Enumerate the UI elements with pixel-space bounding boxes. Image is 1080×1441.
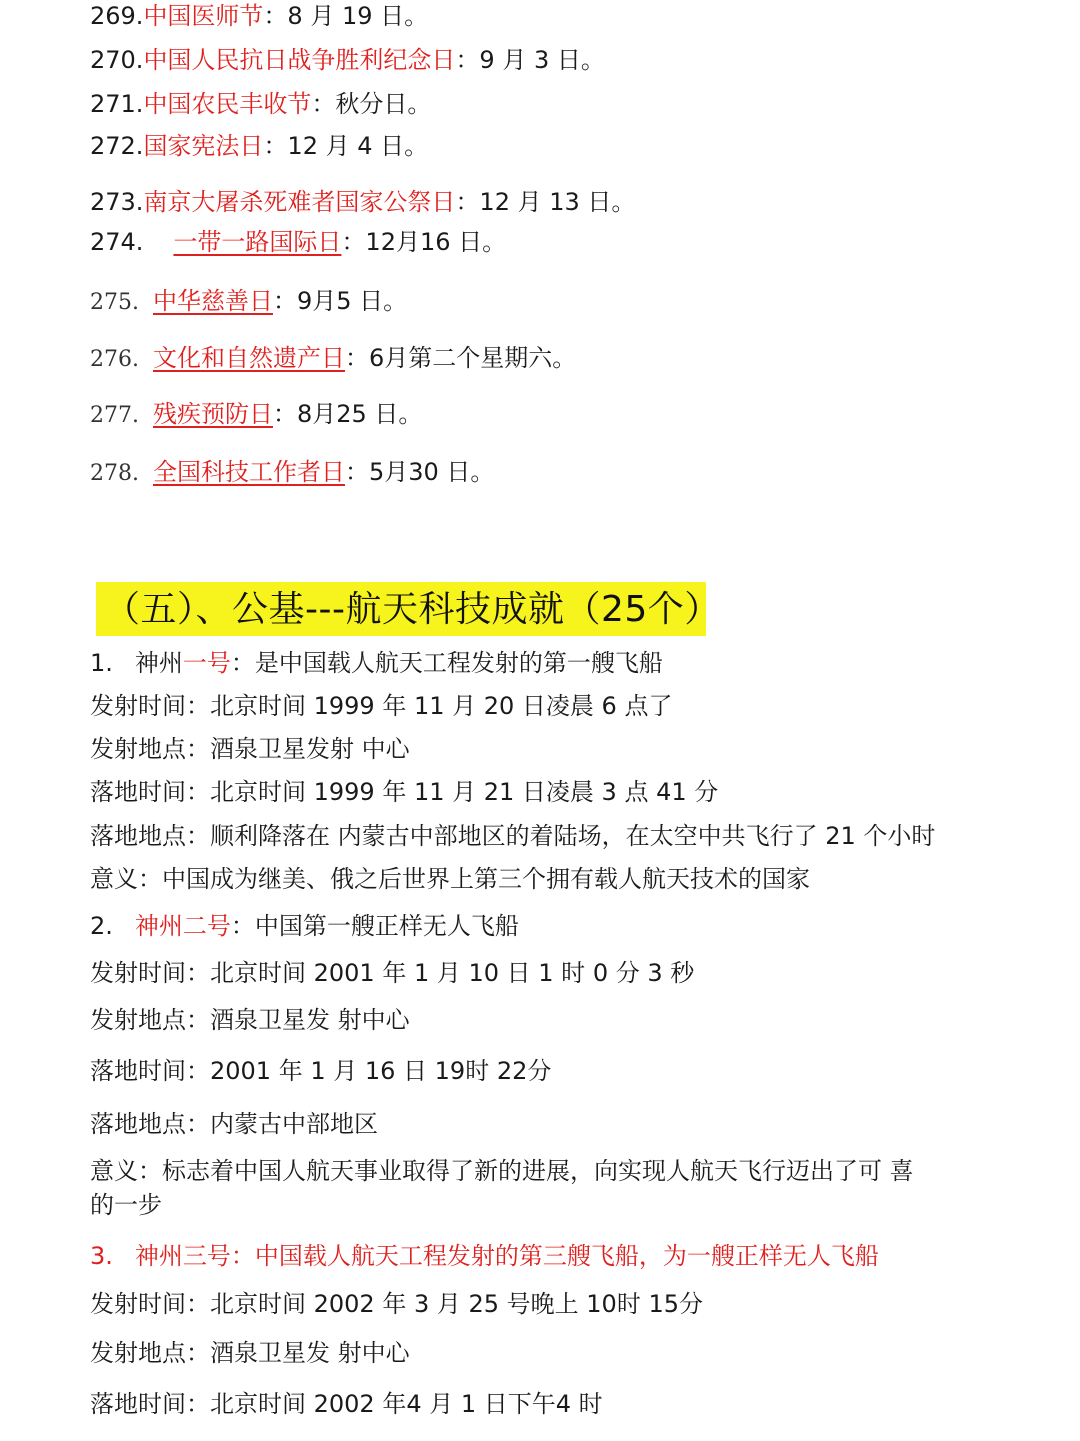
- item-number: 1.: [90, 649, 113, 677]
- holiday-name: 中国农民丰收节: [143, 90, 312, 118]
- spacecraft-name: 神州二号: [134, 912, 231, 940]
- holiday-date: ：5月30 日。: [344, 458, 495, 486]
- holiday-date: ：秋分日。: [311, 90, 432, 118]
- holiday-date: ：12 月 4 日。: [263, 132, 429, 160]
- item-number: 3.: [90, 1242, 113, 1270]
- spacecraft-title: 神州三号：中国载人航天工程发射的第三艘飞船，为一艘正样无人飞船: [134, 1242, 879, 1270]
- holiday-name: 南京大屠杀死难者国家公祭日: [143, 188, 456, 216]
- spacecraft-name-highlight: 一号: [182, 649, 231, 677]
- holiday-name: 中国医师节: [143, 2, 264, 30]
- shenzhou2-meaning-line1: 意义：标志着中国人航天事业取得了新的进展，向实现人航天飞行迈出了可 喜: [90, 1157, 914, 1185]
- shenzhou3-launch-site: 发射地点：酒泉卫星发 射中心: [90, 1339, 410, 1367]
- holiday-date: ：8 月 19 日。: [263, 2, 429, 30]
- shenzhou1-landing-time: 落地时间：北京时间 1999 年 11 月 21 日凌晨 3 点 41 分: [90, 778, 719, 806]
- holiday-name: 国家宪法日: [143, 132, 264, 160]
- shenzhou1-meaning: 意义：中国成为继美、俄之后世界上第三个拥有载人航天技术的国家: [90, 865, 810, 893]
- section-heading: （五）、公基---航天科技成就（25个）: [104, 589, 721, 630]
- shenzhou1-launch-time: 发射时间：北京时间 1999 年 11 月 20 日凌晨 6 点了: [90, 692, 673, 720]
- list-item: [90, 186, 635, 218]
- holiday-name: 一带一路国际日: [173, 228, 342, 256]
- item-number: 277.: [90, 403, 139, 428]
- item-number: 276.: [90, 347, 139, 372]
- list-item: [90, 130, 428, 162]
- holiday-date: ：12月16 日。: [341, 228, 507, 256]
- holiday-date: ：9 月 3 日。: [455, 46, 605, 74]
- list-item: [90, 0, 428, 32]
- holiday-name: 文化和自然遗产日: [152, 344, 345, 372]
- list-item: [90, 88, 431, 120]
- shenzhou2-meaning-line2: 的一步: [90, 1191, 162, 1219]
- shenzhou2-landing-time: 落地时间：2001 年 1 月 16 日 19时 22分: [90, 1057, 552, 1085]
- item-number: 2.: [90, 912, 113, 940]
- list-item: [90, 44, 605, 76]
- shenzhou3-title: [90, 1240, 879, 1272]
- item-number: 273.: [90, 188, 144, 216]
- item-number: 275.: [90, 290, 139, 315]
- spacecraft-description: ：是中国载人航天工程发射的第一艘飞船: [230, 649, 663, 677]
- item-number: 270.: [90, 46, 144, 74]
- shenzhou1-launch-site: 发射地点：酒泉卫星发射 中心: [90, 735, 410, 763]
- shenzhou1-title: [90, 647, 663, 679]
- list-item: [90, 342, 576, 376]
- shenzhou2-launch-time: 发射时间：北京时间 2001 年 1 月 10 日 1 时 0 分 3 秒: [90, 959, 695, 987]
- shenzhou2-launch-site: 发射地点：酒泉卫星发 射中心: [90, 1006, 410, 1034]
- holiday-name: 全国科技工作者日: [152, 458, 345, 486]
- shenzhou3-landing-time: 落地时间：北京时间 2002 年4 月 1 日下午4 时: [90, 1390, 603, 1418]
- holiday-name: 中国人民抗日战争胜利纪念日: [143, 46, 456, 74]
- item-number: 269.: [90, 2, 144, 30]
- holiday-date: ：6月第二个星期六。: [344, 344, 577, 372]
- list-item: [90, 226, 506, 258]
- holiday-date: ：9月5 日。: [272, 287, 408, 315]
- shenzhou3-launch-time: 发射时间：北京时间 2002 年 3 月 25 号晚上 10时 15分: [90, 1290, 703, 1318]
- spacecraft-description: ：中国第一艘正样无人飞船: [230, 912, 519, 940]
- item-number: 272.: [90, 132, 144, 160]
- item-number: 271.: [90, 90, 144, 118]
- holiday-date: ：12 月 13 日。: [455, 188, 636, 216]
- list-item: [90, 285, 407, 319]
- holiday-date: ：8月25 日。: [272, 400, 423, 428]
- spacecraft-name-prefix: 神州: [134, 649, 183, 677]
- holiday-name: 中华慈善日: [152, 287, 273, 315]
- item-number: 278.: [90, 461, 139, 486]
- holiday-name: 残疾预防日: [152, 400, 273, 428]
- shenzhou2-landing-site: 落地地点：内蒙古中部地区: [90, 1110, 378, 1138]
- list-item: [90, 398, 422, 432]
- item-number: 274.: [90, 228, 144, 256]
- shenzhou2-title: [90, 910, 519, 942]
- list-item: [90, 456, 494, 490]
- shenzhou1-landing-site: 落地地点：顺利降落在 内蒙古中部地区的着陆场，在太空中共飞行了 21 个小时: [90, 822, 936, 850]
